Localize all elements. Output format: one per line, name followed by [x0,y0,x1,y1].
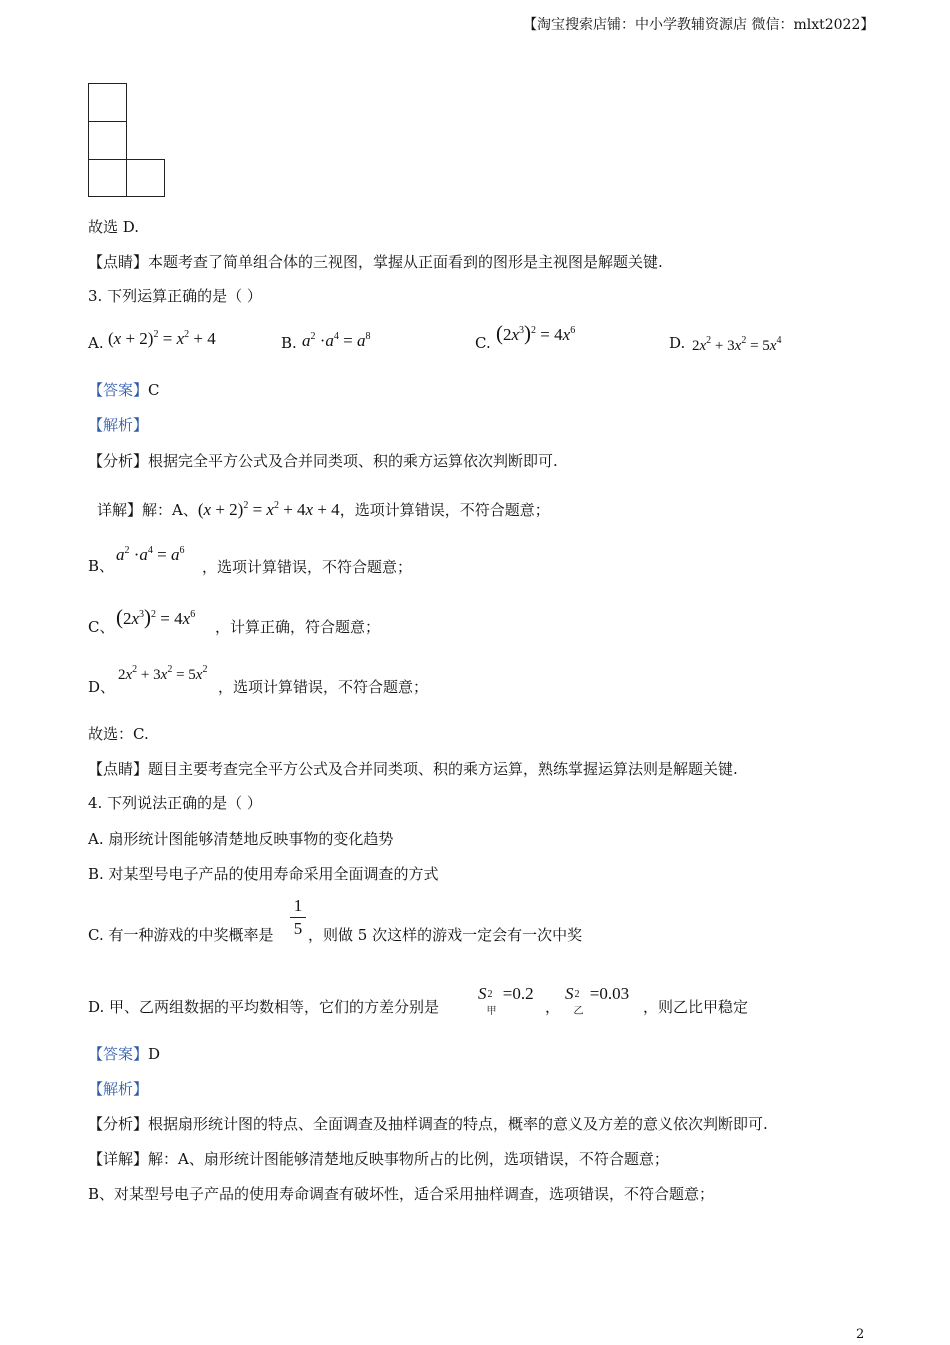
q2-conclusion: 故选 D. [88,218,140,236]
q3-option-c-formula: $(2x^3)^2 = 4x^6$ [496,321,576,345]
q3-detail-a [97,496,550,520]
q3-detail-b-tail: ，选项计算错误，不符合题意； [202,558,413,576]
q4-option-d-tail: ，则乙比甲稳定 [643,998,749,1016]
q4-detail-a-text: 解：A、扇形统计图能够清楚地反映事物所占的比例，选项错误，不符合题意； [148,1150,669,1168]
q3-option-b-formula: $a^2 \cdot a^4 = a^8$ [302,331,371,350]
q4-fenxi-text: 根据扇形统计图的特点、全面调查及抽样调查的特点，概率的意义及方差的意义依次判断即可. [148,1115,768,1133]
q4-option-c-fraction: $\frac{1}{5}$ [290,896,306,939]
q3-option-a-formula: $(x + 2)^2 = x^2 + 4$ [108,329,216,348]
q3-remark-tag: 【点睛】 [88,760,149,778]
q4-detail-b: B、对某型号电子产品的使用寿命调查有破坏性，适合采用抽样调查，选项错误，不符合题意； [88,1185,715,1203]
q4-answer [88,1044,160,1064]
q3-detail-lead: 详解】解：A、 [97,501,198,519]
page-header: 【淘宝搜索店铺：中小学教辅资源店 微信：mlxt2022】 [523,17,875,33]
q2-remark [88,252,663,272]
q3-detail-b-formula: $a^2 \cdot a^4 = a^6$ [116,545,185,564]
q4-fenxi [88,1114,768,1134]
q4-analysis-tag: 【解析】 [88,1080,149,1098]
q3-answer-tag: 【答案】 [88,381,149,399]
q3-stem: 3. 下列运算正确的是（ ） [88,287,262,305]
q3-conclusion: 故选：C. [88,725,149,743]
q3-option-b-label: B. [281,334,297,352]
q3-analysis-tag: 【解析】 [88,416,149,434]
q4-option-a: A. 扇形统计图能够清楚地反映事物的变化趋势 [88,830,394,848]
q4-option-d-lead: D. 甲、乙两组数据的平均数相等，它们的方差分别是 [88,998,440,1016]
figure-cell-bottom-left [88,159,127,197]
q4-variance-yi: S 2 乙 =0.03 [565,984,630,1017]
q3-fenxi-tag: 【分析】 [88,452,149,470]
q3-detail-d-lead: D、 [88,678,116,696]
q4-variance-jia: S 2 甲 =0.2 [478,984,534,1017]
q4-fenxi-tag: 【分析】 [88,1115,149,1133]
q3-answer [88,380,160,400]
q3-fenxi [88,451,558,471]
q4-detail-a [88,1149,669,1169]
q4-stem: 4. 下列说法正确的是（ ） [88,794,262,812]
q3-detail-d-tail: ，选项计算错误，不符合题意； [218,678,429,696]
q3-remark [88,759,738,779]
page-number: 2 [856,1327,865,1342]
figure-cell-middle [88,121,127,160]
q3-remark-text: 题目主要考查完全平方公式及合并同类项、积的乘方运算，熟练掌握运算法则是解题关键. [148,760,738,778]
q2-remark-text: 本题考查了简单组合体的三视图，掌握从正面看到的图形是主视图是解题关键. [148,253,663,271]
q4-option-d-sep: ， [545,998,561,1016]
q3-option-c-label: C. [475,334,491,352]
q3-detail-c-formula: $(2x^3)^2 = 4x^6$ [116,605,196,629]
q4-detail-tag: 【详解】 [88,1150,149,1168]
figure-cell-top [88,83,127,122]
q4-answer-tag: 【答案】 [88,1045,149,1063]
q3-detail-c-lead: C、 [88,618,115,636]
q3-fenxi-text: 根据完全平方公式及合并同类项、积的乘方运算依次判断即可. [148,452,558,470]
q4-option-c-lead: C. 有一种游戏的中奖概率是 [88,926,274,944]
q3-option-d-formula: $2x^2 + 3x^2 = 5x^4$ [692,335,782,354]
figure-cell-bottom-right [126,159,165,197]
q4-option-b: B. 对某型号电子产品的使用寿命采用全面调查的方式 [88,865,439,883]
q3-detail-a-formula: $(x + 2)^2 = x^2 + 4x + 4$ [197,500,340,519]
q3-option-a-label: A. [88,334,104,352]
q4-answer-value: D [148,1045,161,1063]
q3-answer-value: C [148,381,160,399]
q3-detail-c-tail: ，计算正确，符合题意； [215,618,381,636]
q2-remark-tag: 【点睛】 [88,253,149,271]
q3-detail-b-lead: B、 [88,557,115,575]
q3-detail-d-formula: $2x^2 + 3x^2 = 5x^2$ [118,664,208,683]
q3-option-d-label: D. [669,334,686,352]
q4-option-c-tail: ，则做 5 次这样的游戏一定会有一次中奖 [308,926,583,944]
q3-detail-a-tail: ，选项计算错误，不符合题意； [339,501,550,519]
